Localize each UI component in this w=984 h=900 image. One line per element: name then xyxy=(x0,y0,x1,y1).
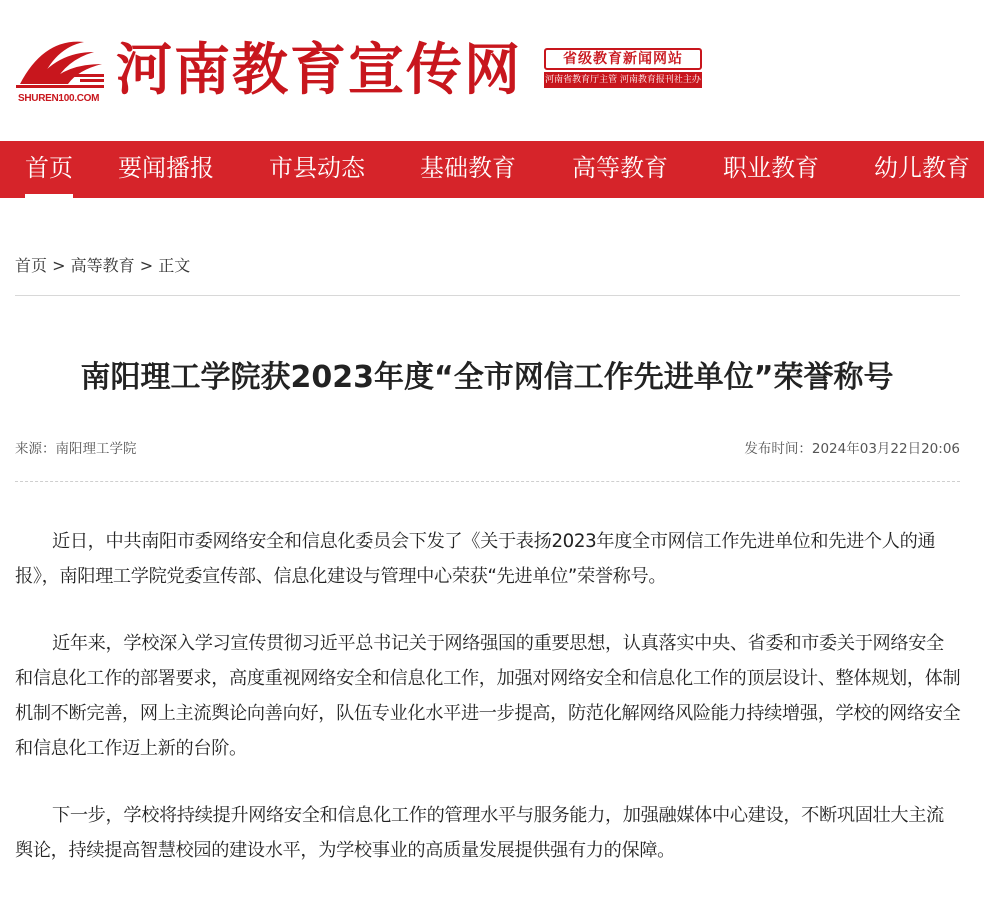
article-source xyxy=(15,437,137,457)
wave-logo-icon xyxy=(14,34,106,92)
provincial-news-badge xyxy=(544,48,702,90)
nav-item-vocational-education[interactable]: 职业教育 xyxy=(723,154,819,182)
publish-value: 2024年03月22日20:06 xyxy=(811,441,960,457)
dashed-divider xyxy=(15,481,960,482)
breadcrumb xyxy=(15,253,190,276)
source-label: 来源： xyxy=(15,441,56,457)
source-value: 南阳理工学院 xyxy=(55,441,137,457)
article-publish-time xyxy=(744,437,960,457)
divider xyxy=(15,295,960,296)
publish-label: 发布时间： xyxy=(744,441,812,457)
nav-item-basic-education[interactable]: 基础教育 xyxy=(420,154,516,182)
article-paragraph: 近年来，学校深入学习宣传贯彻习近平总书记关于网络强国的重要思想，认真落实中央、省委和市委关于网络安全和信息化工作的部署要求，高度重视网络安全和信息化工作，加强对网络安全和信息化工作的顶层设计、整体规划，体制机制不断完善，网上主流舆论向善向好，队伍专业化水平进一步提高，防范化解网络风险能力持续增强，学校的网络安全和信息化工作迈上新的台阶。 xyxy=(15,633,961,759)
badge-main-text: 省级教育新闻网站 xyxy=(544,48,702,70)
article-title: 南阳理工学院获2023年度“全市网信工作先进单位”荣誉称号 xyxy=(80,360,894,395)
site-header xyxy=(0,0,984,140)
site-logo[interactable] xyxy=(14,34,106,106)
badge-sub-text: 河南省教育厅主管 河南教育报刊社主办 xyxy=(544,72,702,88)
nav-item-higher-education[interactable]: 高等教育 xyxy=(572,154,668,182)
breadcrumb-current: 正文 xyxy=(158,256,191,275)
breadcrumb-separator: > xyxy=(52,256,66,275)
site-name[interactable]: 河南教育宣传网 xyxy=(116,37,522,103)
nav-item-city-county[interactable]: 市县动态 xyxy=(269,154,365,182)
breadcrumb-separator: > xyxy=(139,256,154,275)
article-paragraph: 近日，中共南阳市委网络安全和信息化委员会下发了《关于表扬2023年度全市网信工作先进单位和先进个人的通报》，南阳理工学院党委宣传部、信息化建设与管理中心荣获“先进单位”荣誉称号。 xyxy=(15,531,936,587)
main-nav xyxy=(0,141,984,198)
logo-domain-text: SHUREN100.COM xyxy=(18,93,100,104)
article-body xyxy=(15,524,961,900)
breadcrumb-home[interactable]: 首页 xyxy=(15,256,48,275)
breadcrumb-category[interactable]: 高等教育 xyxy=(70,256,135,275)
nav-item-preschool-education[interactable]: 幼儿教育 xyxy=(874,154,970,182)
article-paragraph: 下一步，学校将持续提升网络安全和信息化工作的管理水平与服务能力，加强融媒体中心建设，不断巩固壮大主流舆论，持续提高智慧校园的建设水平，为学校事业的高质量发展提供强有力的保障。 xyxy=(15,805,944,861)
nav-item-home[interactable]: 首页 xyxy=(25,141,73,198)
nav-item-news[interactable]: 要闻播报 xyxy=(118,154,214,182)
